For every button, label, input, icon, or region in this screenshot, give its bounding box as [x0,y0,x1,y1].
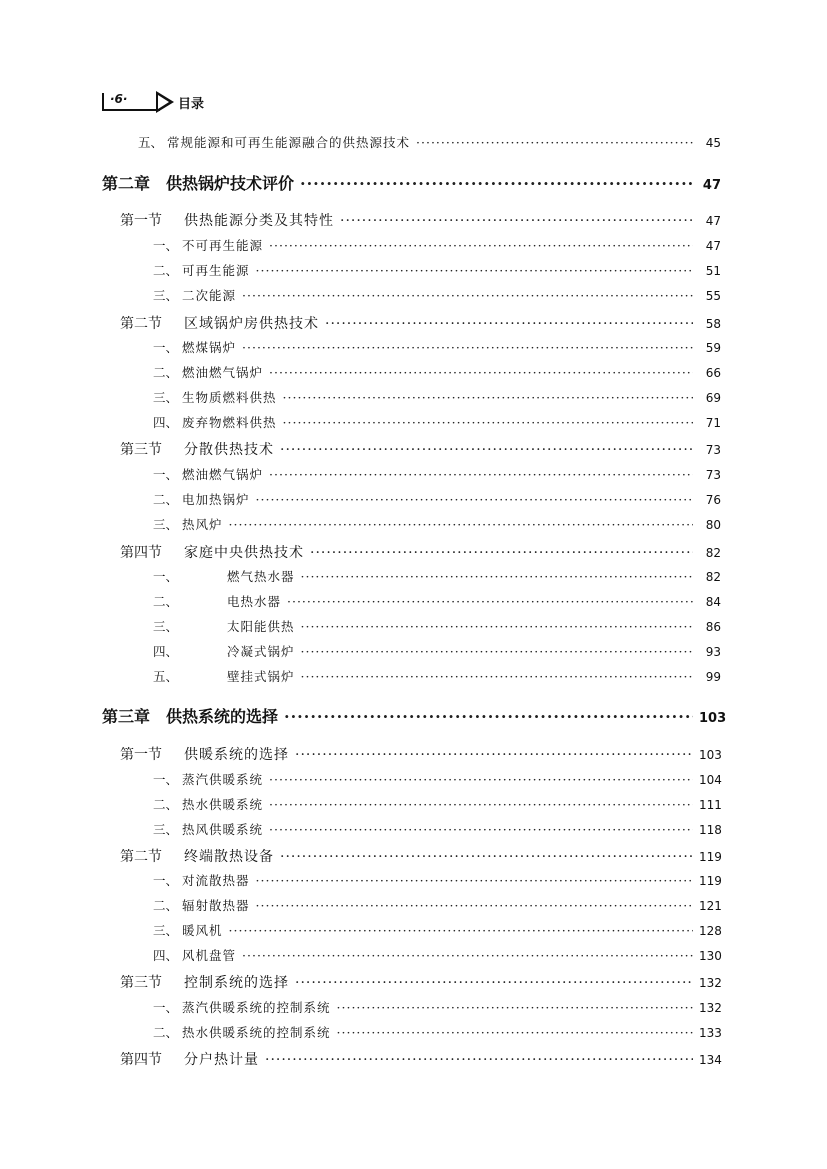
toc-page-number: 128 [699,924,722,938]
toc-page-number: 82 [705,546,721,560]
toc-item-label [153,998,331,1016]
dot-leader [256,873,693,888]
toc-entry-title: 生物质燃料供热 [182,390,277,405]
toc-entry-number: 一、 [153,1000,179,1015]
toc-entry-title: 可再生能源 [182,263,250,278]
toc-entry-number: 四、 [153,644,179,659]
toc-page-number: 47 [705,214,721,228]
toc-entry-title: 蒸汽供暖系统 [182,772,264,787]
dot-leader [301,669,693,684]
toc-entry-title: 常规能源和可再生能源融合的供热源技术 [167,135,411,150]
toc-item-label [153,567,295,585]
toc-page-number: 103 [699,711,727,726]
toc-page-number: 82 [705,570,721,584]
toc-item-label [153,871,250,889]
toc-entry-number: 二、 [153,263,179,278]
toc-item-label [153,592,281,610]
dot-leader [269,467,693,482]
toc-entry-title: 控制系统的选择 [184,975,289,991]
toc-item-row[interactable] [153,567,721,585]
toc-section-row[interactable] [120,972,721,992]
toc-page-number: 69 [705,391,721,405]
toc-item-row[interactable] [153,1023,721,1041]
toc-entry-title: 热水供暖系统的控制系统 [182,1025,331,1040]
dot-leader [295,975,693,991]
toc-entry-number: 二、 [153,492,179,507]
toc-entry-title: 分户热计量 [184,1052,259,1068]
dot-leader [301,644,693,659]
toc-item-label [153,946,236,964]
toc-page-number: 55 [705,289,721,303]
dot-leader [300,174,693,193]
toc-item-row[interactable] [153,921,721,939]
toc-item-row[interactable] [138,133,721,151]
toc-page-number: 80 [705,518,721,532]
toc-item-row[interactable] [153,998,721,1016]
dot-leader [287,594,693,609]
toc-entry-number: 一、 [153,340,179,355]
toc-page-number: 121 [699,899,722,913]
toc-entry-number: 一、 [153,238,179,253]
toc-entry-number: 五、 [153,669,179,684]
toc-section-row[interactable] [120,439,721,459]
toc-entry-title: 热风供暖系统 [182,822,264,837]
toc-entry-number: 第三节 [120,442,162,458]
toc-entry-title: 废弃物燃料供热 [182,415,277,430]
toc-entry-number: 第三节 [120,975,162,991]
toc-section-label [120,210,334,230]
toc-item-row[interactable] [153,338,721,356]
toc-entry-number: 五、 [138,135,164,150]
toc-entry-title: 不可再生能源 [182,238,264,253]
toc-section-row[interactable] [120,744,721,764]
dot-leader [269,238,693,253]
dot-leader [301,569,693,584]
toc-entry-number: 三、 [153,822,179,837]
dot-leader [256,492,693,507]
toc-item-label [153,338,236,356]
toc-entry-title: 太阳能供热 [227,619,295,634]
toc-item-label [153,795,263,813]
toc-section-row[interactable] [120,542,721,562]
toc-item-row[interactable] [153,871,721,889]
toc-entry-number: 一、 [153,569,179,584]
toc-item-row[interactable] [153,465,721,483]
toc-item-label [153,667,295,685]
page-header [102,90,204,114]
toc-entry-number: 四、 [153,415,179,430]
dot-leader [229,923,693,938]
dot-leader [242,948,693,963]
toc-page-number: 103 [699,748,722,762]
toc-entry-title: 家庭中央供热技术 [184,545,304,561]
dot-leader [242,340,693,355]
dot-leader [269,365,693,380]
toc-item-row[interactable] [153,795,721,813]
toc-entry-title: 燃油燃气锅炉 [182,365,264,380]
toc-page-number: 99 [705,670,721,684]
toc-item-row[interactable] [153,490,721,508]
toc-page-number: 134 [699,1053,722,1067]
toc-entry-title: 二次能源 [182,288,237,303]
dot-leader [265,1052,693,1068]
toc-entry-number: 四、 [153,948,179,963]
toc-item-label [153,1023,331,1041]
toc-item-row[interactable] [153,946,721,964]
toc-entry-title: 燃煤锅炉 [182,340,237,355]
dot-leader [280,849,693,865]
toc-item-label [153,490,250,508]
toc-item-row[interactable] [153,770,721,788]
toc-entry-title: 终端散热设备 [184,849,274,865]
toc-section-label [120,1049,259,1069]
toc-item-label [153,921,223,939]
toc-entry-number: 三、 [153,923,179,938]
toc-page-number: 47 [702,178,721,193]
toc-item-row[interactable] [153,896,721,914]
toc-page-number: 118 [699,823,722,837]
toc-item-row[interactable] [153,236,721,254]
toc-item-label [153,642,295,660]
toc-item-row[interactable] [153,261,721,279]
toc-entry-number: 二、 [153,594,179,609]
toc-chapter-label [102,704,278,727]
toc-item-label [153,388,277,406]
toc-item-row[interactable] [153,617,721,635]
dot-leader [269,797,693,812]
toc-entry-title: 燃气热水器 [227,569,295,584]
dot-leader [284,707,693,726]
toc-item-label [153,413,277,431]
toc-chapter-row[interactable] [102,704,727,727]
toc-section-row[interactable] [120,846,721,866]
dot-leader [340,213,693,229]
toc-section-label [120,972,289,992]
toc-entry-title: 冷凝式锅炉 [227,644,295,659]
toc-entry-number: 一、 [153,873,179,888]
toc-section-label [120,846,274,866]
toc-page-number: 73 [705,443,721,457]
toc-item-label [153,236,263,254]
toc-entry-title: 供暖系统的选择 [184,747,289,763]
toc-item-row[interactable] [153,592,721,610]
dot-leader [301,619,693,634]
toc-item-label [153,465,263,483]
toc-entry-number: 三、 [153,619,179,634]
toc-entry-number: 三、 [153,288,179,303]
dot-leader [325,316,693,332]
toc-entry-number: 第四节 [120,1052,162,1068]
toc-entry-title: 壁挂式锅炉 [227,669,295,684]
toc-entry-title: 区域锅炉房供热技术 [184,316,319,332]
toc-section-label [120,542,304,562]
toc-chapter-row[interactable] [102,171,721,194]
toc-entry-number: 第一节 [120,747,162,763]
page-number-marker [102,91,158,113]
toc-entry-title: 供热系统的选择 [166,707,279,726]
toc-section-row[interactable] [120,210,721,230]
toc-page-number: 51 [705,264,721,278]
toc-entry-title: 分散供热技术 [184,442,274,458]
toc-page-number: 119 [699,850,722,864]
toc-entry-title: 燃油燃气锅炉 [182,467,264,482]
toc-page-number: 119 [699,874,722,888]
toc-item-row[interactable] [153,667,721,685]
toc-page-number: 76 [705,493,721,507]
toc-item-label [153,363,263,381]
dot-leader [337,1025,693,1040]
toc-entry-title: 电热水器 [227,594,282,609]
toc-entry-number: 二、 [153,365,179,380]
toc-item-label [153,820,263,838]
toc-item-label [153,261,250,279]
dot-leader [256,898,693,913]
toc-entry-number: 三、 [153,390,179,405]
toc-entry-title: 热风炉 [182,517,223,532]
toc-page-number: 58 [705,317,721,331]
toc-entry-number: 二、 [153,898,179,913]
dot-leader [283,390,693,405]
toc-entry-title: 暖风机 [182,923,223,938]
toc-page-number: 93 [705,645,721,659]
dot-leader [295,747,693,763]
toc-item-label [153,515,223,533]
toc-entry-number: 二、 [153,797,179,812]
toc-entry-number: 二、 [153,1025,179,1040]
toc-item-row[interactable] [153,363,721,381]
toc-entry-title: 蒸汽供暖系统的控制系统 [182,1000,331,1015]
toc-page-number: 86 [705,620,721,634]
toc-item-label [153,896,250,914]
toc-item-row[interactable] [153,820,721,838]
toc-page-number: 132 [699,1001,722,1015]
dot-leader [229,517,693,532]
toc-entry-title: 电加热锅炉 [182,492,250,507]
toc-entry-title: 辐射散热器 [182,898,250,913]
toc-entry-number: 一、 [153,467,179,482]
toc-page-number: 104 [699,773,722,787]
toc-item-label [153,770,263,788]
toc-page-number: 66 [705,366,721,380]
toc-entry-number: 第三章 [102,707,151,726]
toc-entry-number: 第一节 [120,213,162,229]
page-number: ·6· [110,92,128,106]
toc-entry-title: 热水供暖系统 [182,797,264,812]
toc-entry-title: 供热锅炉技术评价 [166,174,295,193]
arrow-right-icon [156,91,174,113]
dot-leader [269,822,693,837]
toc-entry-number: 三、 [153,517,179,532]
toc-item-row[interactable] [153,286,721,304]
toc-page-number: 132 [699,976,722,990]
toc-section-label [120,313,319,333]
toc-item-label [138,133,410,151]
dot-leader [337,1000,693,1015]
toc-entry-number: 一、 [153,772,179,787]
toc-item-label [153,286,236,304]
toc-entry-title: 风机盘管 [182,948,237,963]
toc-section-row[interactable] [120,313,721,333]
dot-leader [269,772,693,787]
toc-section-row[interactable] [120,1049,721,1069]
dot-leader [242,288,693,303]
toc-page-number: 133 [699,1026,722,1040]
toc-page-number: 130 [699,949,722,963]
toc-entry-title: 对流散热器 [182,873,250,888]
toc-page-number: 45 [705,136,721,150]
toc-page-number: 47 [705,239,721,253]
dot-leader [256,263,693,278]
toc-entry-number: 第四节 [120,545,162,561]
dot-leader [280,442,693,458]
toc-entry-title: 供热能源分类及其特性 [184,213,334,229]
toc-entry-number: 第二节 [120,316,162,332]
toc-page-number: 59 [705,341,721,355]
toc-item-label [153,617,295,635]
running-title: 目录 [178,96,205,112]
toc-section-label [120,744,289,764]
toc-item-row[interactable] [153,388,721,406]
toc-entry-number: 第二章 [102,174,151,193]
dot-leader [310,545,693,561]
toc-section-label [120,439,274,459]
toc-chapter-label [102,171,294,194]
toc-item-row[interactable] [153,642,721,660]
dot-leader [416,135,693,150]
toc-entry-number: 第二节 [120,849,162,865]
toc-item-row[interactable] [153,515,721,533]
toc-page-number: 84 [705,595,721,609]
toc-item-row[interactable] [153,413,721,431]
toc-page-number: 111 [699,798,722,812]
dot-leader [283,415,693,430]
toc-page-number: 73 [705,468,721,482]
toc-page-number: 71 [705,416,721,430]
